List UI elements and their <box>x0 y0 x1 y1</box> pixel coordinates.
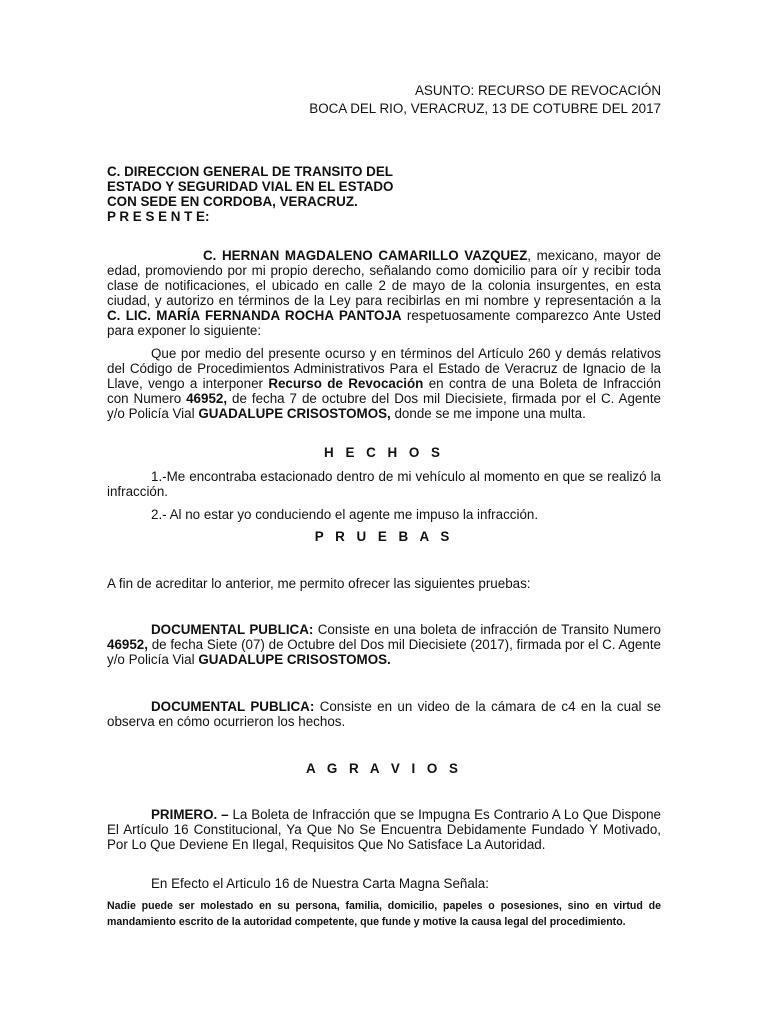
constitution-quote: Nadie puede ser molestado en su persona, familia, domicilio, papeles o posesiones, sino en virtud de mandamiento escrito de la autoridad competente, que funde y motive la causa legal del procedimiento. <box>107 900 661 928</box>
intro-text-1: , mexicano, mayor de edad, promoviendo por mi propio derecho, señalando como domicilio para oír y recibir toda clase de notificaciones, el ubicado en calle 2 de mayo de la colonia insurgentes, en esta ciudad, y autorizo en términos de la Ley para recibirlas en mi nombre y representación a la <box>107 248 661 308</box>
documental-publica-1 <box>107 622 661 667</box>
petition-bold-3: GUADALUPE CRISOSTOMOS, <box>198 406 391 421</box>
addressee-line-2: ESTADO Y SEGURIDAD VIAL EN EL ESTADO <box>107 179 394 194</box>
primero-text: La Boleta de Infracción que se Impugna Es Contrario A Lo Que Dispone El Artículo 16 Constitucional, Ya Que No Se Encuentra Debidamente Fundado Y Motivado, Por Lo Que Deviene En Ilegal, Requisitos Que No Satisface La Autoridad. <box>107 807 661 852</box>
hechos-item-1: 1.-Me encontraba estacionado dentro de mi vehículo al momento en que se realizó la infracción. <box>107 469 661 499</box>
addressee-line-1: C. DIRECCION GENERAL DE TRANSITO DEL <box>107 164 393 179</box>
petition-text-1: Que por medio del presente ocurso y en términos del Artículo 260 y demás relativos del Código de Procedimientos Administrativos Para el Estado de Veracruz de Ignacio de la Llave, vengo a interponer <box>107 346 661 391</box>
efecto-line: En Efecto el Articulo 16 de Nuestra Carta Magna Señala: <box>151 876 489 891</box>
doc1-text-2: de fecha Siete (07) de Octubre del Dos mil Diecisiete (2017), firmada por el C. Agente y/o Policía Vial <box>107 637 661 667</box>
petition-text-2: en contra de una Boleta de Infracción con Numero <box>107 376 661 406</box>
lawyer-name: C. LIC. MARÍA FERNANDA ROCHA PANTOJA <box>107 308 402 323</box>
doc2-text: Consiste en un video de la cámara de c4 en la cual se observa en cómo ocurrieron los hechos. <box>107 699 662 729</box>
intro-text-2: respetuosamente comparezco Ante Usted para exponer lo siguiente: <box>107 308 662 338</box>
place-date-line: BOCA DEL RIO, VERACRUZ, 13 DE COTUBRE DEL 2017 <box>309 101 661 116</box>
petition-text-3: de fecha 7 de octubre del Dos mil Diecisiete, firmada por el C. Agente y/o Policía Vial <box>107 391 661 421</box>
petitioner-name: C. HERNAN MAGDALENO CAMARILLO VAZQUEZ <box>203 248 528 263</box>
doc1-name: GUADALUPE CRISOSTOMOS. <box>198 652 391 667</box>
doc2-label: DOCUMENTAL PUBLICA: <box>151 699 315 714</box>
hechos-heading: H E C H O S <box>324 445 444 460</box>
pruebas-intro: A fin de acreditar lo anterior, me permito ofrecer las siguientes pruebas: <box>107 576 531 591</box>
addressee-line-3: CON SEDE EN CORDOBA, VERACRUZ. <box>107 194 358 209</box>
addressee-line-4: P R E S E N T E: <box>107 209 210 224</box>
primero-label: PRIMERO. – <box>151 807 229 822</box>
asunto-line: ASUNTO: RECURSO DE REVOCACIÓN <box>414 83 661 98</box>
agravio-primero <box>107 807 661 852</box>
petition-bold-1: Recurso de Revocación <box>268 376 424 391</box>
addressee-block <box>107 164 661 224</box>
documental-publica-2 <box>107 699 661 729</box>
hechos-item-2: 2.- Al no estar yo conduciendo el agente me impuso la infracción. <box>151 507 539 522</box>
pruebas-heading: P R U E B A S <box>314 529 454 544</box>
petition-text-4: donde se me impone una multa. <box>390 406 586 421</box>
agravios-heading: A G R A V I O S <box>306 761 462 776</box>
petition-bold-2: 46952, <box>186 391 228 406</box>
intro-paragraph <box>107 248 661 338</box>
doc1-label: DOCUMENTAL PUBLICA: <box>151 622 314 637</box>
doc1-text-1: Consiste en una boleta de infracción de Transito Numero <box>313 622 661 637</box>
doc1-number: 46952, <box>107 637 148 652</box>
petition-paragraph <box>107 346 661 421</box>
